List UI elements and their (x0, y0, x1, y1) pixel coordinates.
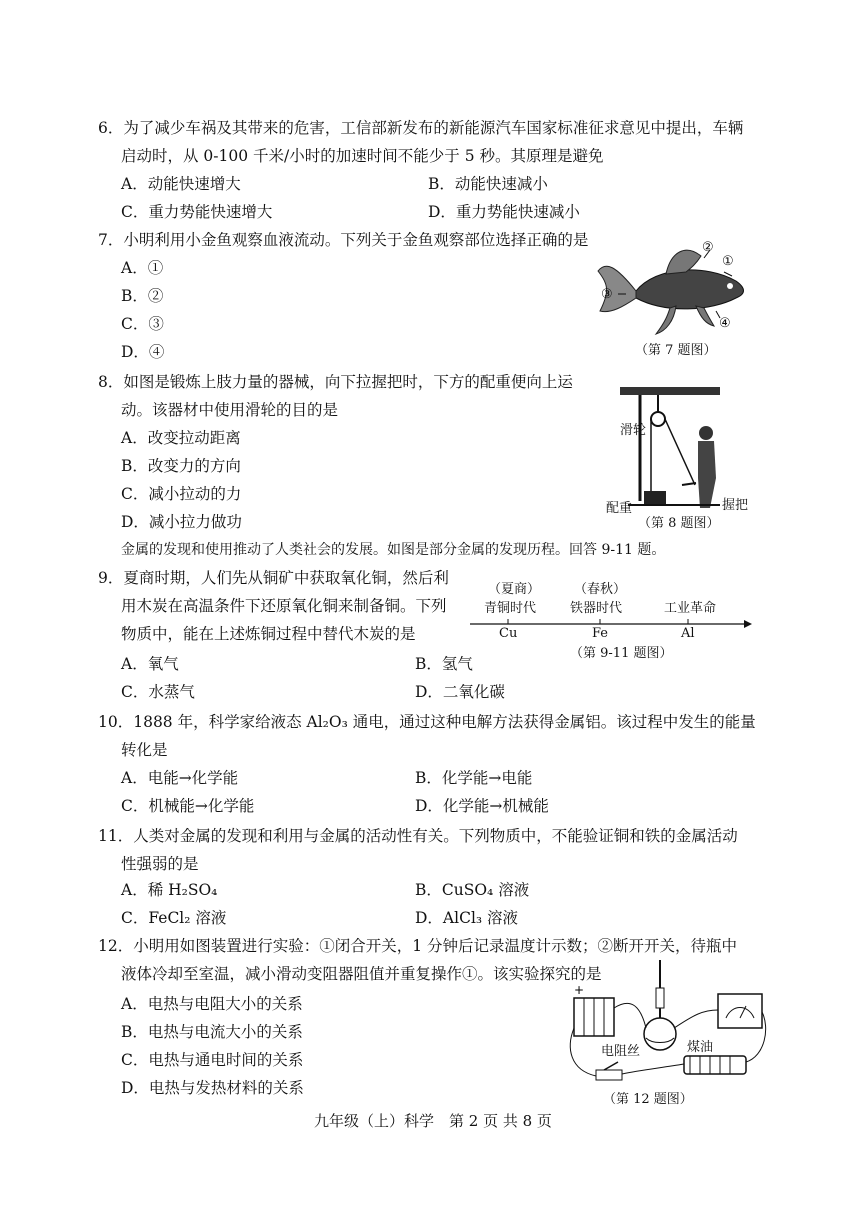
timeline-metal-fe: Fe (592, 626, 609, 641)
timeline-metal-cu: Cu (499, 626, 518, 641)
timeline-era3: 工业革命 (664, 601, 717, 616)
q6-option-c: C．重力势能快速增大 (121, 203, 273, 221)
label-counterweight: 配重 (606, 501, 633, 516)
timeline-era2-period: （春秋） (574, 582, 627, 597)
q9-11-figure-caption: （第 9-11 题图） (570, 646, 673, 661)
q12-option-c: C．电热与通电时间的关系 (121, 1051, 304, 1069)
fish-label-1: ① (722, 254, 734, 269)
q10-option-b: B．化学能→电能 (415, 769, 533, 787)
q7-stem: 7．小明利用小金鱼观察血液流动。下列关于金鱼观察部位选择正确的是 (98, 231, 589, 249)
q8-option-a: A．改变拉动距离 (121, 429, 241, 447)
goldfish-figure (596, 236, 756, 336)
q11-stem-line2: 性强弱的是 (121, 855, 199, 873)
label-handle: 握把 (722, 498, 749, 513)
q10-option-c: C．机械能→化学能 (121, 797, 255, 815)
page-footer: 九年级（上）科学 第 2 页 共 8 页 (314, 1112, 552, 1130)
q9-option-c: C．水蒸气 (121, 683, 195, 701)
q6-stem-line1: 6．为了减少车祸及其带来的危害，工信部新发布的新能源汽车国家标准征求意见中提出，车辆 (98, 119, 744, 137)
q9-option-b: B．氢气 (415, 655, 473, 673)
timeline-era1: 青铜时代 (484, 601, 537, 616)
q10-stem-line1: 10．1888 年，科学家给液态 Al₂O₃ 通电，通过这种电解方法获得金属铝。该过程中发生的能量 (98, 713, 756, 731)
fish-label-3: ③ (601, 287, 613, 302)
q8-option-b: B．改变力的方向 (121, 457, 241, 475)
fish-label-4: ④ (719, 316, 731, 331)
q12-stem-line1: 12．小明用如图装置进行实验：①闭合开关，1 分钟后记录温度计示数；②断开开关，待瓶中 (98, 937, 738, 955)
q10-stem-line2: 转化是 (121, 741, 168, 759)
q11-option-a: A．稀 H₂SO₄ (121, 881, 218, 899)
q8-option-d: D．减小拉力做功 (121, 513, 242, 531)
q6-option-d: D．重力势能快速减小 (428, 203, 580, 221)
label-pulley: 滑轮 (620, 423, 647, 438)
timeline-metal-al: Al (681, 626, 695, 641)
q8-stem-line2: 动。该器材中使用滑轮的目的是 (121, 401, 339, 419)
q11-stem-line1: 11．人类对金属的发现和利用与金属的活动性有关。下列物质中，不能验证铜和铁的金属活动 (98, 827, 738, 845)
q6-option-b: B．动能快速减小 (428, 175, 548, 193)
q8-figure-caption: （第 8 题图） (638, 516, 720, 531)
q9-11-intro: 金属的发现和使用推动了人类社会的发展。如图是部分金属的发现历程。回答 9-11 题。 (121, 542, 666, 558)
q8-stem-line1: 8．如图是锻炼上肢力量的器械，向下拉握把时，下方的配重便向上运 (98, 373, 573, 391)
timeline-era2: 铁器时代 (570, 601, 623, 616)
label-resistance-wire: 电阻丝 (601, 1044, 641, 1059)
q10-option-a: A．电能→化学能 (121, 769, 239, 787)
circuit-figure (560, 958, 770, 1088)
q12-option-a: A．电热与电阻大小的关系 (121, 995, 303, 1013)
q11-option-b: B．CuSO₄ 溶液 (415, 881, 530, 899)
q6-option-a: A．动能快速增大 (121, 175, 241, 193)
q7-option-c: C．③ (121, 315, 164, 333)
label-kerosene: 煤油 (687, 1040, 714, 1055)
fish-label-2: ② (702, 240, 714, 255)
q12-figure-caption: （第 12 题图） (603, 1092, 693, 1107)
q11-option-c: C．FeCl₂ 溶液 (121, 909, 227, 927)
q9-stem-line2: 用木炭在高温条件下还原氧化铜来制备铜。下列 (121, 597, 447, 615)
q9-stem-line3: 物质中，能在上述炼铜过程中替代木炭的是 (121, 625, 416, 643)
q7-option-b: B．② (121, 287, 164, 305)
q6-stem-line2: 启动时，从 0-100 千米/小时的加速时间不能少于 5 秒。其原理是避免 (121, 147, 604, 165)
timeline-era1-dynasty: （夏商） (488, 582, 541, 597)
q12-option-d: D．电热与发热材料的关系 (121, 1079, 304, 1097)
q11-option-d: D．AlCl₃ 溶液 (415, 909, 519, 927)
q9-option-d: D．二氧化碳 (415, 683, 505, 701)
q7-option-a: A．① (121, 259, 164, 277)
q9-option-a: A．氧气 (121, 655, 179, 673)
q12-option-b: B．电热与电流大小的关系 (121, 1023, 303, 1041)
svg-text:+: + (574, 983, 585, 997)
q10-option-d: D．化学能→机械能 (415, 797, 549, 815)
q9-stem-line1: 9．夏商时期，人们先从铜矿中获取氧化铜，然后利 (98, 569, 449, 587)
q7-option-d: D．④ (121, 343, 165, 361)
q12-stem-line2: 液体冷却至室温，减小滑动变阻器阻值并重复操作①。该实验探究的是 (121, 965, 602, 983)
q8-option-c: C．减小拉动的力 (121, 485, 242, 503)
pulley-machine-figure (610, 383, 740, 513)
q7-figure-caption: （第 7 题图） (635, 343, 717, 358)
